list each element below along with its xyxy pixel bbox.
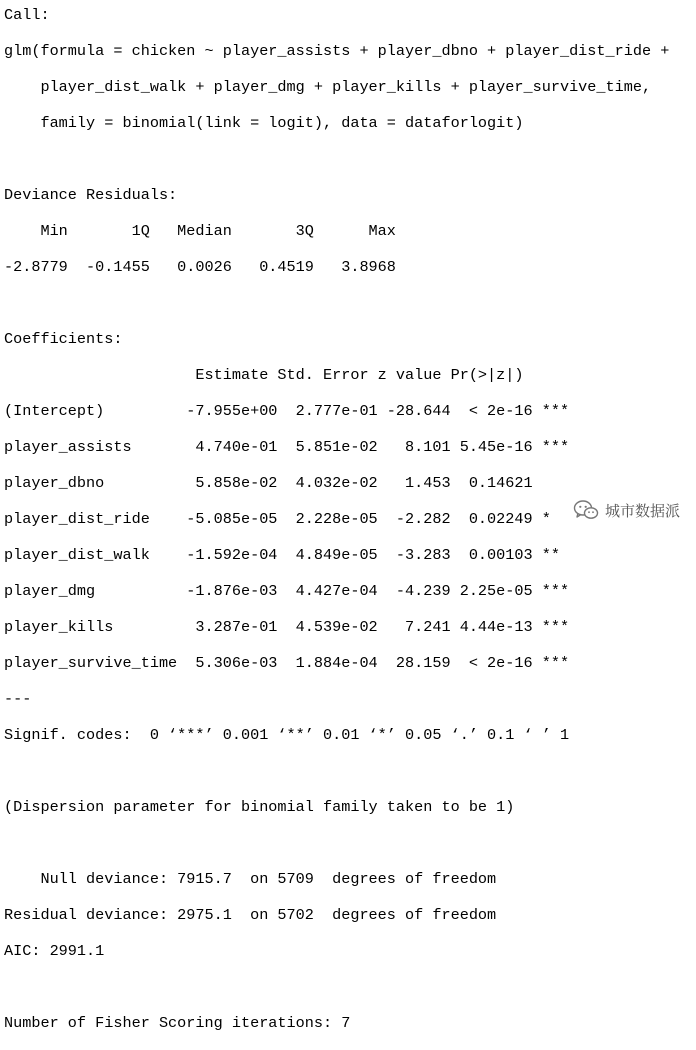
console-line: player_survive_time 5.306e-03 1.884e-04 28.159 < 2e-16 *** bbox=[4, 654, 570, 672]
console-line: player_kills 3.287e-01 4.539e-02 7.241 4.44e-13 *** bbox=[4, 618, 570, 636]
console-line bbox=[4, 294, 669, 312]
watermark bbox=[573, 498, 680, 522]
console-line: (Dispersion parameter for binomial family taken to be 1) bbox=[4, 798, 515, 816]
console-line bbox=[4, 762, 669, 780]
console-line: player_assists 4.740e-01 5.851e-02 8.101 5.45e-16 *** bbox=[4, 438, 570, 456]
console-line bbox=[4, 834, 669, 852]
console-line: glm(formula = chicken ~ player_assists + player_dbno + player_dist_ride + bbox=[4, 42, 670, 60]
console-line: Residual deviance: 2975.1 on 5702 degrees of freedom bbox=[4, 906, 497, 924]
console-line: Number of Fisher Scoring iterations: 7 bbox=[4, 1014, 351, 1032]
console-line: player_dbno 5.858e-02 4.032e-02 1.453 0.14621 bbox=[4, 474, 533, 492]
watermark-text: 城市数据派 bbox=[604, 501, 680, 520]
console-line: Deviance Residuals: bbox=[4, 186, 178, 204]
console-line: Signif. codes: 0 ‘***’ 0.001 ‘**’ 0.01 ‘*’ 0.05 ‘.’ 0.1 ‘ ’ 1 bbox=[4, 726, 570, 744]
console-line: Min 1Q Median 3Q Max bbox=[4, 222, 396, 240]
console-line: (Intercept) -7.955e+00 2.777e-01 -28.644 < 2e-16 *** bbox=[4, 402, 570, 420]
console-line: -2.8779 -0.1455 0.0026 0.4519 3.8968 bbox=[4, 258, 396, 276]
console-line bbox=[4, 978, 669, 996]
wechat-icon bbox=[573, 498, 599, 522]
r-console-output bbox=[4, 6, 669, 1050]
console-line: Call: bbox=[4, 6, 50, 24]
console-line: Null deviance: 7915.7 on 5709 degrees of freedom bbox=[4, 870, 497, 888]
console-line: Estimate Std. Error z value Pr(>|z|) bbox=[4, 366, 524, 384]
console-line: player_dist_walk -1.592e-04 4.849e-05 -3.283 0.00103 ** bbox=[4, 546, 560, 564]
console-line: player_dist_ride -5.085e-05 2.228e-05 -2.282 0.02249 * bbox=[4, 510, 551, 528]
console-line: Coefficients: bbox=[4, 330, 123, 348]
console-line: AIC: 2991.1 bbox=[4, 942, 105, 960]
console-line bbox=[4, 150, 669, 168]
console-line: family = binomial(link = logit), data = dataforlogit) bbox=[4, 114, 524, 132]
console-line: player_dmg -1.876e-03 4.427e-04 -4.239 2.25e-05 *** bbox=[4, 582, 570, 600]
console-line: player_dist_walk + player_dmg + player_kills + player_survive_time, bbox=[4, 78, 652, 96]
console-line: --- bbox=[4, 690, 32, 708]
